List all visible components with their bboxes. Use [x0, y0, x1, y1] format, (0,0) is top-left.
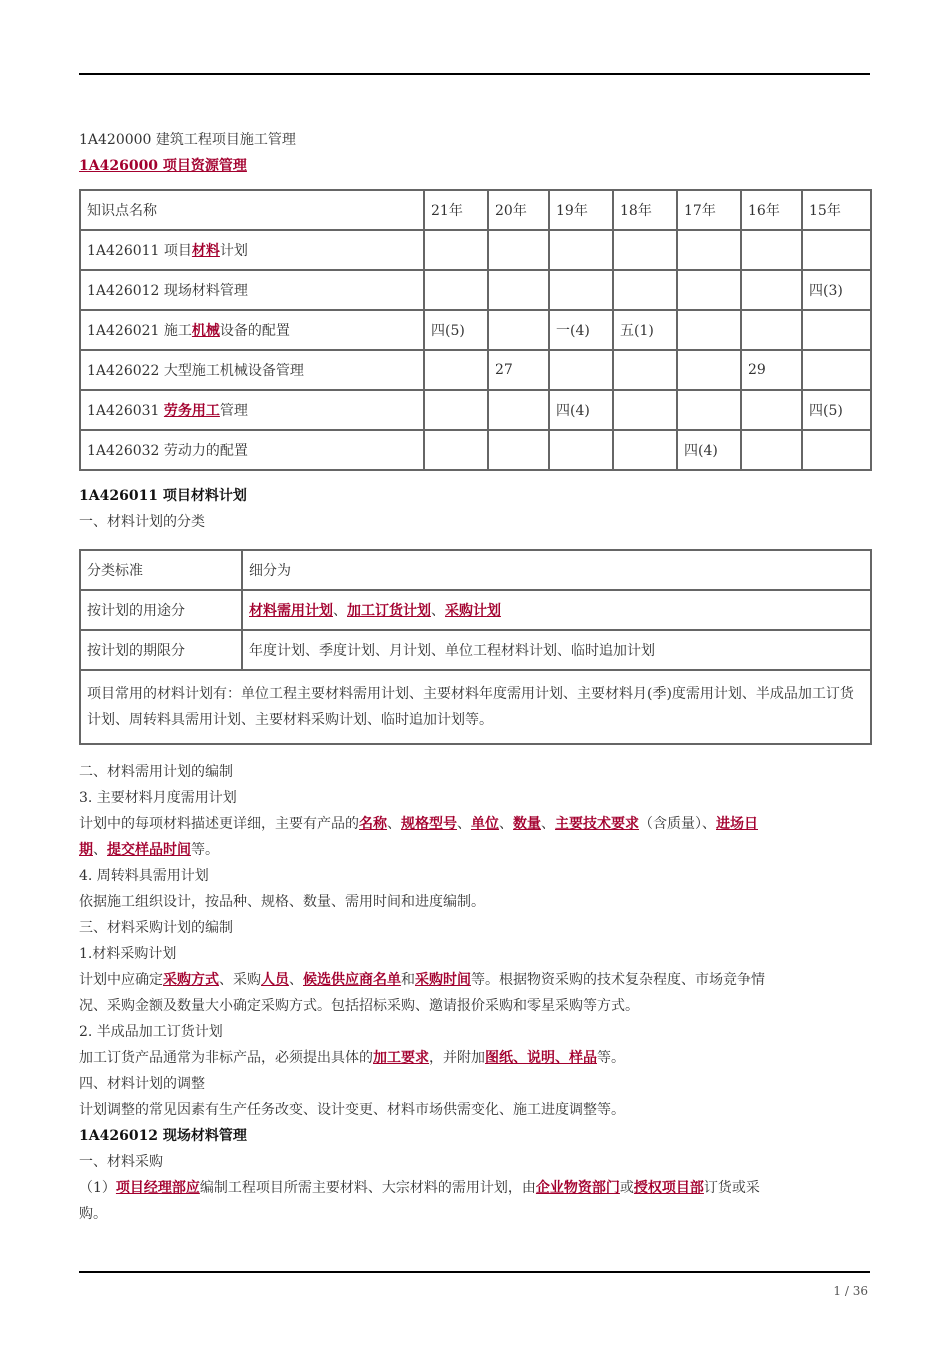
course-title: 1A420000 建筑工程项目施工管理 [79, 132, 296, 148]
year-cell [549, 430, 613, 470]
year-cell: 27 [488, 350, 549, 390]
header-cell: 17年 [677, 190, 741, 230]
year-cell [802, 310, 871, 350]
year-cell [741, 390, 802, 430]
row-value: 材料需用计划、加工订货计划、采购计划 [242, 590, 871, 630]
year-cell [802, 430, 871, 470]
table-row [80, 230, 871, 270]
year-cell [677, 270, 741, 310]
paragraph: 计划中的每项材料描述更详细，主要有产品的名称、规格型号、单位、数量、主要技术要求（含质量）、进场日 期、提交样品时间等。 [79, 816, 758, 858]
year-cell [677, 230, 741, 270]
topic-cell: 1A426021 施工机械设备的配置 [80, 310, 424, 350]
year-cell: 四(5) [424, 310, 488, 350]
year-cell [488, 230, 549, 270]
table-header-row [80, 550, 871, 590]
year-cell: 四(4) [549, 390, 613, 430]
year-cell [741, 310, 802, 350]
row-label: 按计划的用途分 [80, 590, 242, 630]
exam-frequency-table [79, 189, 872, 471]
year-cell [677, 350, 741, 390]
table-row [80, 310, 871, 350]
year-cell: 29 [741, 350, 802, 390]
heading: 4. 周转料具需用计划 [79, 868, 209, 884]
year-cell [802, 350, 871, 390]
topic-cell: 1A426012 现场材料管理 [80, 270, 424, 310]
header-cell: 21年 [424, 190, 488, 230]
chapter-title[interactable]: 1A426000 项目资源管理 [79, 158, 247, 174]
note-cell: 项目常用的材料计划有：单位工程主要材料需用计划、主要材料年度需用计划、主要材料月(季)度需用计划、半成品加工订货计划、周转料具需用计划、主要材料采购计划、临时追加计划等。 [80, 670, 871, 744]
year-cell [549, 230, 613, 270]
year-cell [424, 350, 488, 390]
subsection-title: 一、材料计划的分类 [79, 514, 205, 530]
year-cell [424, 270, 488, 310]
year-cell [802, 230, 871, 270]
header-cell: 16年 [741, 190, 802, 230]
heading: 三、材料采购计划的编制 [79, 920, 233, 936]
header-cell: 18年 [613, 190, 677, 230]
header-cell: 知识点名称 [80, 190, 424, 230]
year-cell [549, 350, 613, 390]
classification-table [79, 549, 872, 745]
heading: 一、材料采购 [79, 1154, 163, 1170]
table-header-row [80, 190, 871, 230]
year-cell [613, 230, 677, 270]
header-cell: 15年 [802, 190, 871, 230]
header-cell: 20年 [488, 190, 549, 230]
year-cell: 一(4) [549, 310, 613, 350]
bottom-rule [79, 1271, 870, 1273]
table-row [80, 390, 871, 430]
table-row [80, 350, 871, 390]
year-cell [613, 270, 677, 310]
top-rule [79, 73, 870, 75]
row-label: 按计划的期限分 [80, 630, 242, 670]
paragraph: 计划中应确定采购方式、采购人员、候选供应商名单和采购时间等。根据物资采购的技术复杂程度、市场竞争情 况、采购金额及数量大小确定采购方式。包括招标采购、邀请报价采购和零星采购等方式。 [79, 972, 765, 1014]
year-cell [488, 430, 549, 470]
table-row [80, 430, 871, 470]
year-cell [677, 310, 741, 350]
year-cell [488, 310, 549, 350]
topic-cell: 1A426031 劳务用工管理 [80, 390, 424, 430]
paragraph: 计划调整的常见因素有生产任务改变、设计变更、材料市场供需变化、施工进度调整等。 [79, 1102, 625, 1118]
year-cell [488, 270, 549, 310]
heading: 1.材料采购计划 [79, 946, 177, 962]
page-number: 1 / 36 [833, 1284, 868, 1298]
table-row [80, 270, 871, 310]
year-cell [424, 430, 488, 470]
year-cell: 五(1) [613, 310, 677, 350]
topic-cell: 1A426011 项目材料计划 [80, 230, 424, 270]
heading: 2. 半成品加工订货计划 [79, 1024, 223, 1040]
paragraph: 加工订货产品通常为非标产品，必须提出具体的加工要求，并附加图纸、说明、样品等。 [79, 1050, 625, 1066]
year-cell: 四(4) [677, 430, 741, 470]
year-cell [424, 230, 488, 270]
year-cell: 四(5) [802, 390, 871, 430]
year-cell [613, 390, 677, 430]
year-cell [613, 350, 677, 390]
header-cell: 19年 [549, 190, 613, 230]
heading: 四、材料计划的调整 [79, 1076, 205, 1092]
page-content [79, 127, 870, 1227]
table-row [80, 670, 871, 744]
year-cell [549, 270, 613, 310]
topic-cell: 1A426032 劳动力的配置 [80, 430, 424, 470]
year-cell [741, 430, 802, 470]
row-value: 年度计划、季度计划、月计划、单位工程材料计划、临时追加计划 [242, 630, 871, 670]
year-cell [488, 390, 549, 430]
heading: 3. 主要材料月度需用计划 [79, 790, 237, 806]
year-cell [613, 430, 677, 470]
year-cell [741, 230, 802, 270]
paragraph: （1）项目经理部应编制工程项目所需主要材料、大宗材料的需用计划，由企业物资部门或授权项目部订货或采 购。 [79, 1180, 760, 1222]
header-cell: 细分为 [242, 550, 871, 590]
paragraph: 依据施工组织设计，按品种、规格、数量、需用时间和进度编制。 [79, 894, 485, 910]
year-cell [424, 390, 488, 430]
header-cell: 分类标准 [80, 550, 242, 590]
section-title: 1A426012 现场材料管理 [79, 1128, 247, 1144]
year-cell [677, 390, 741, 430]
year-cell: 四(3) [802, 270, 871, 310]
topic-cell: 1A426022 大型施工机械设备管理 [80, 350, 424, 390]
table-row [80, 630, 871, 670]
year-cell [741, 270, 802, 310]
section-title: 1A426011 项目材料计划 [79, 488, 247, 504]
table-row [80, 590, 871, 630]
heading: 二、材料需用计划的编制 [79, 764, 233, 780]
